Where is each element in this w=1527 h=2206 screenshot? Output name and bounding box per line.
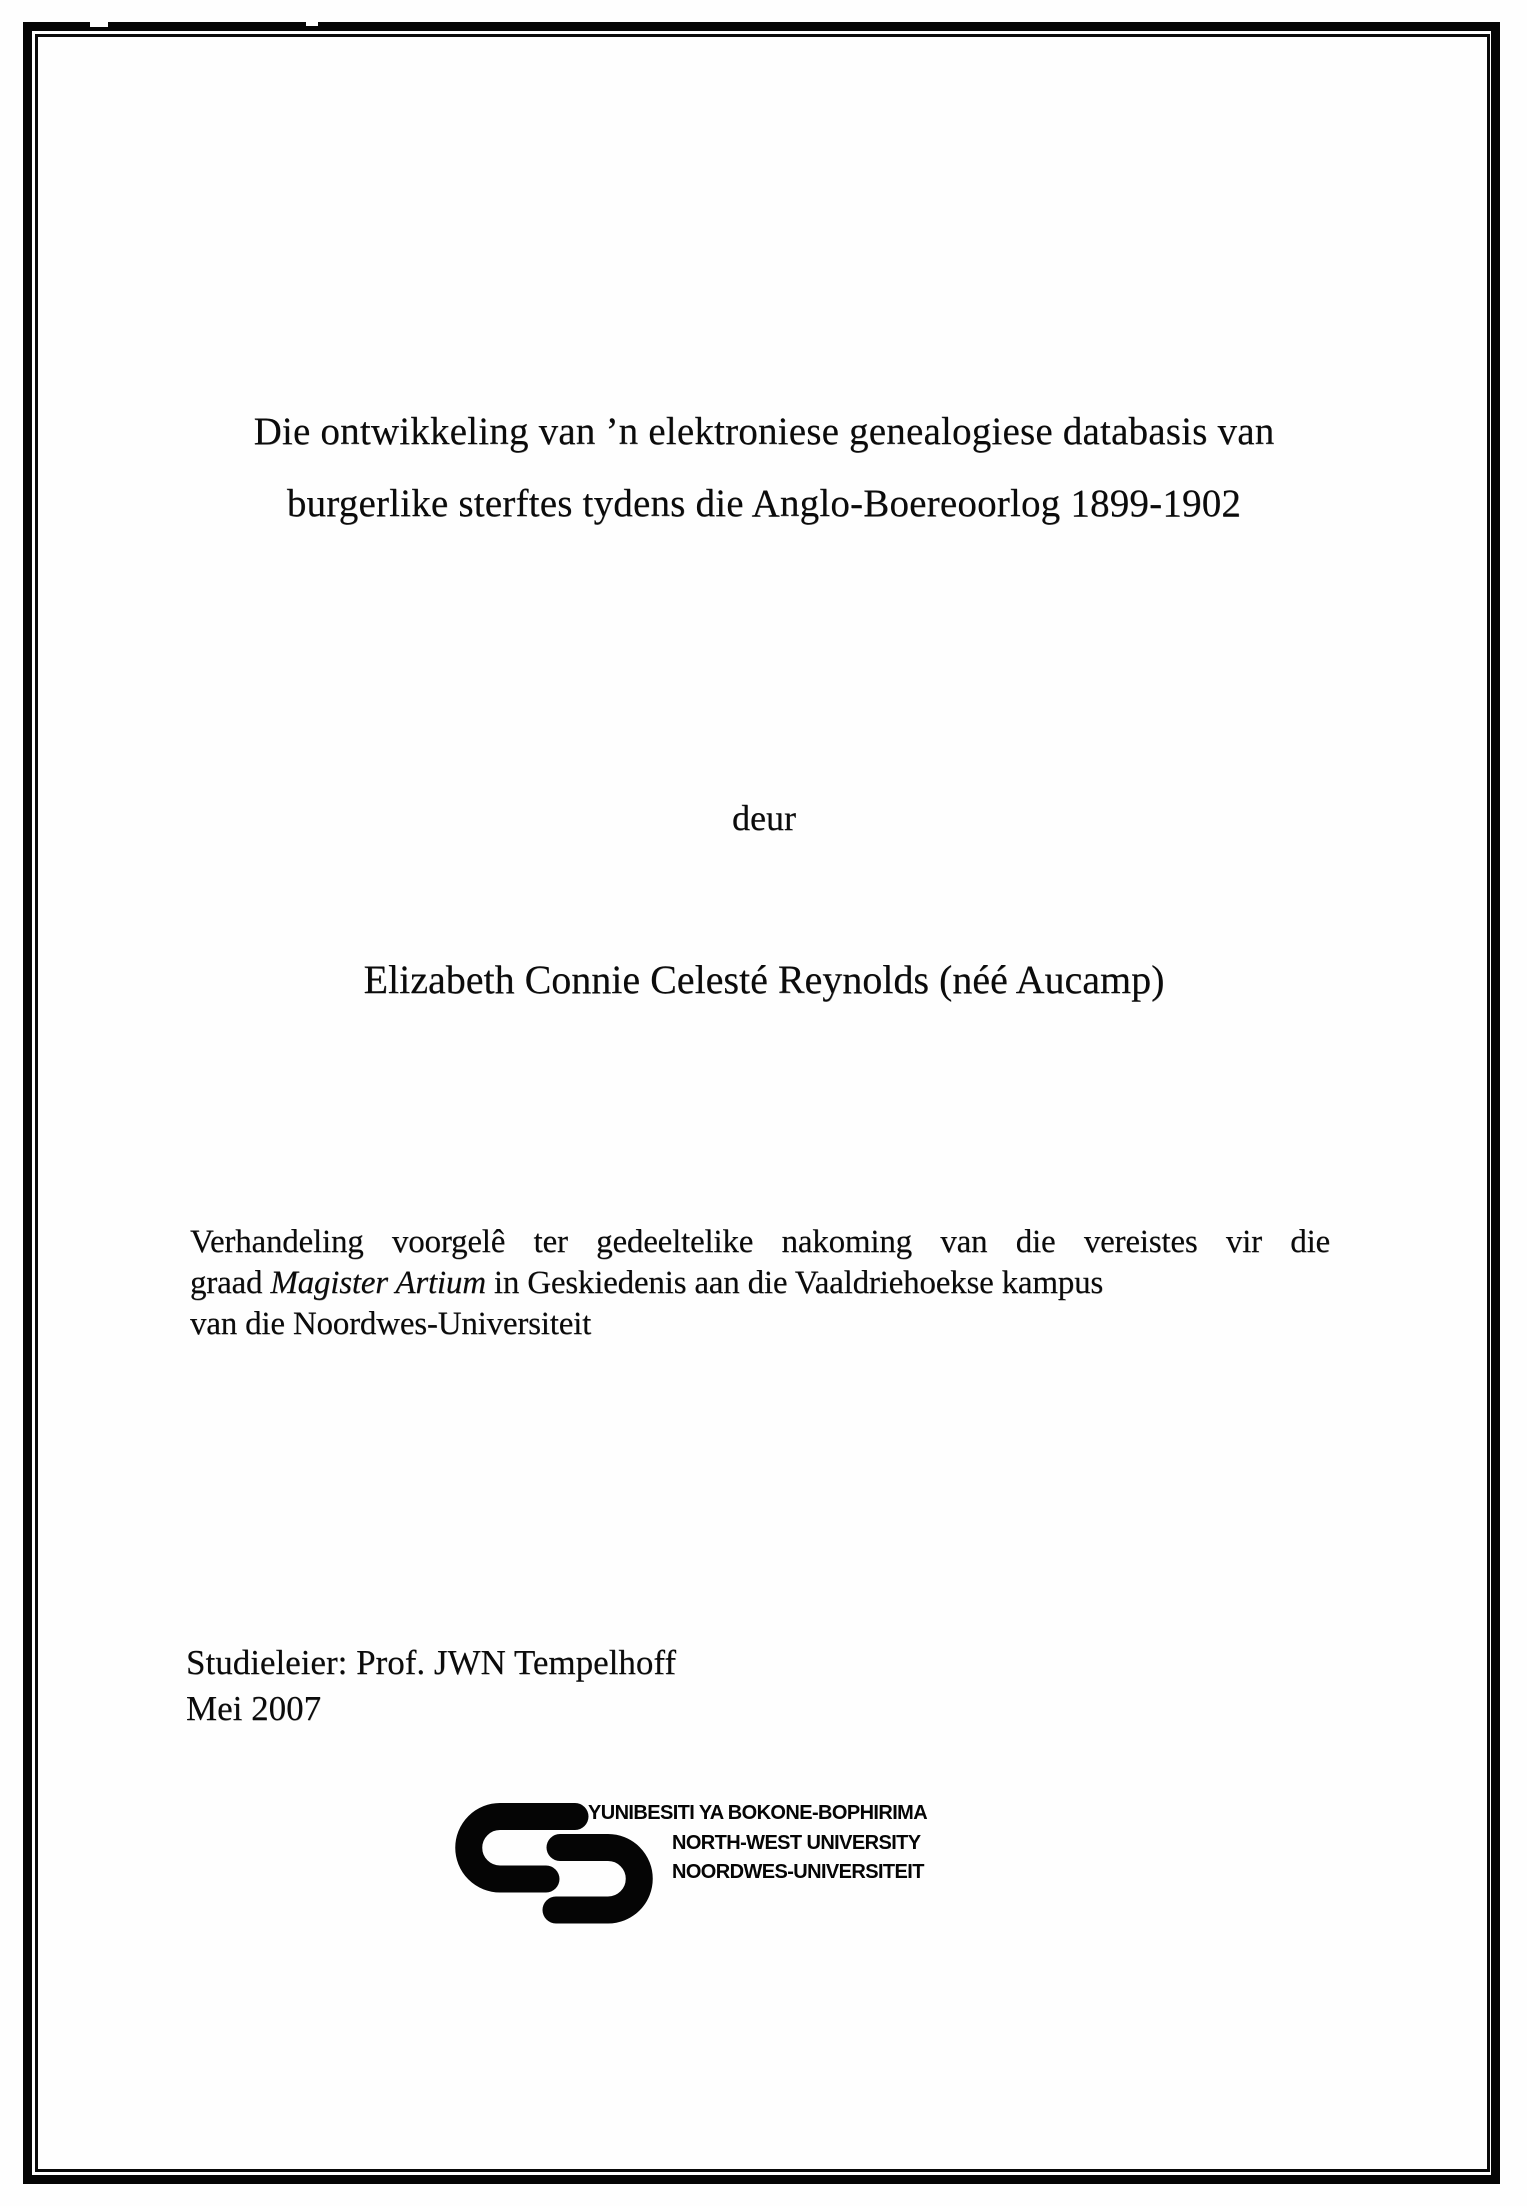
thesis-title-line2: burgerlike sterftes tydens die Anglo-Boereoorlog 1899-1902 xyxy=(286,482,1242,525)
degree-statement-line2-post: in Geskiedenis aan die Vaaldriehoekse kampus xyxy=(485,1265,1104,1301)
date-line: Mei 2007 xyxy=(186,1689,322,1728)
degree-name-italic: Magister Artium xyxy=(270,1265,486,1301)
logo-text-line1: YUNIBESITI YA BOKONE-BOPHIRIMA xyxy=(588,1802,928,1824)
scan-artifact xyxy=(306,21,318,26)
logo-text-line2: NORTH-WEST UNIVERSITY xyxy=(672,1832,921,1854)
byline-label: deur xyxy=(732,798,796,838)
supervisor-block xyxy=(186,1640,676,1732)
logo-text-line3: NOORDWES-UNIVERSITEIT xyxy=(672,1861,924,1883)
degree-statement-line2 xyxy=(190,1263,1330,1304)
author-name: Elizabeth Connie Celesté Reynolds (néé Aucamp) xyxy=(363,957,1165,1002)
supervisor-line: Studieleier: Prof. JWN Tempelhoff xyxy=(186,1643,677,1682)
degree-statement xyxy=(190,1222,1330,1345)
thesis-title-line1: Die ontwikkeling van ’n elektroniese genealogiese databasis van xyxy=(253,410,1275,453)
university-logo xyxy=(455,1798,1075,1933)
thesis-title xyxy=(38,396,1490,540)
degree-statement-line2-pre: graad xyxy=(190,1265,271,1301)
scan-artifact xyxy=(90,21,108,27)
degree-statement-line1: Verhandeling voorgelê ter gedeeltelike nakoming van die vereistes vir die xyxy=(190,1224,1330,1260)
degree-statement-line3: van die Noordwes-Universiteit xyxy=(190,1306,592,1342)
